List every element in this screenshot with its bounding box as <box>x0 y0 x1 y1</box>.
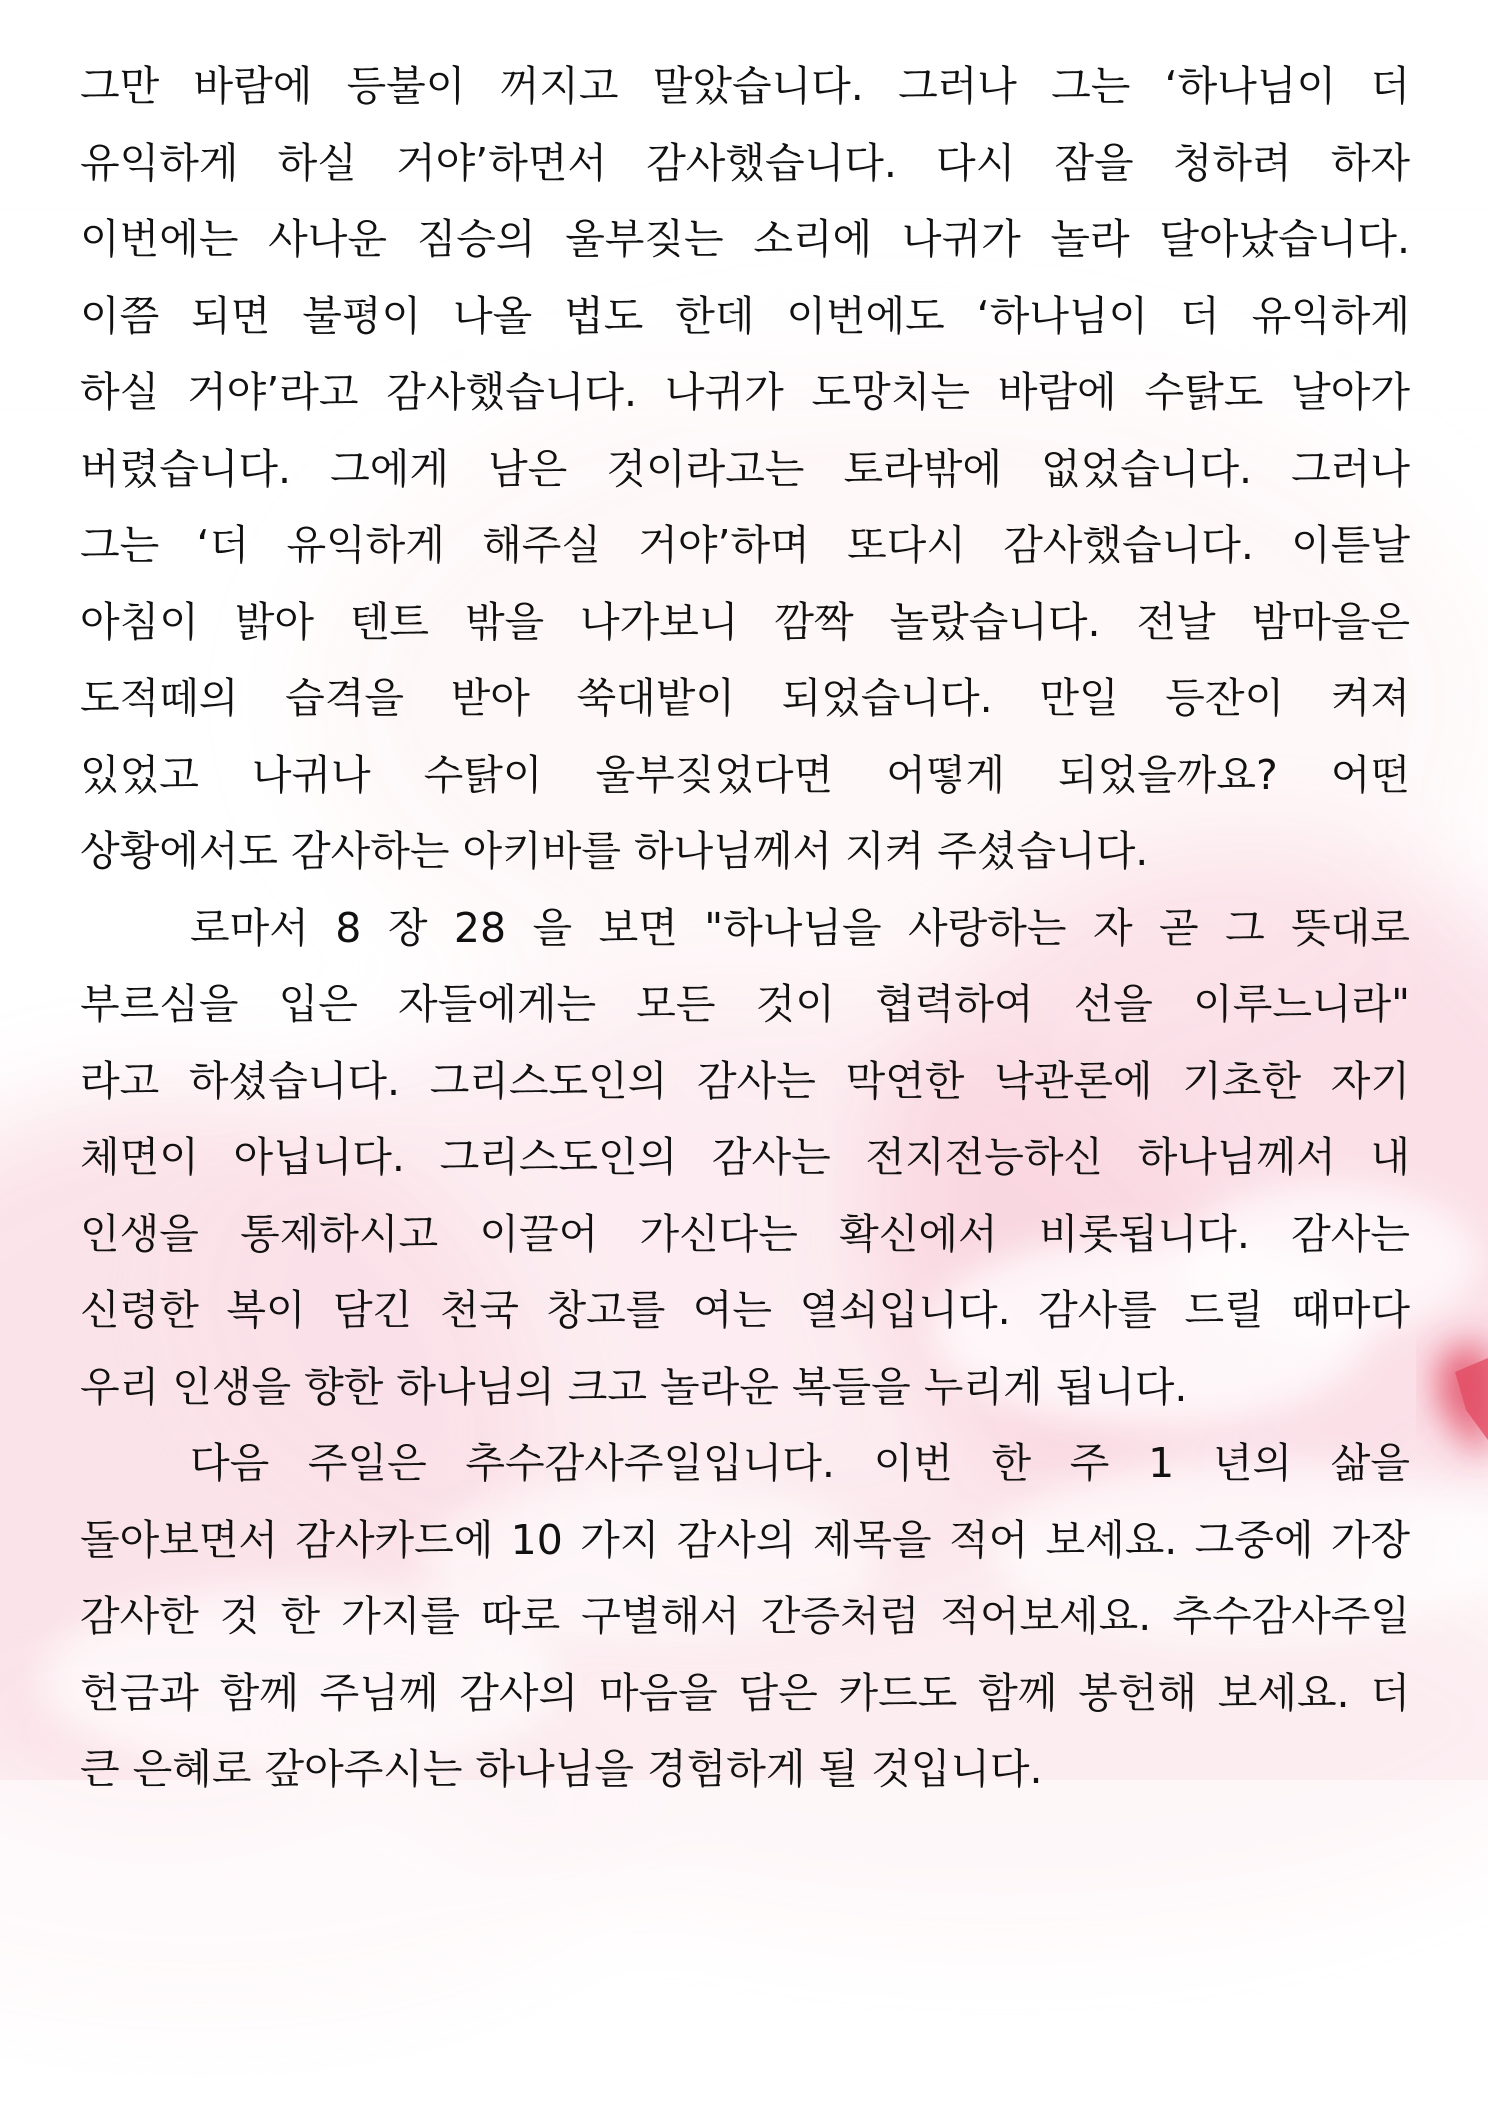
document-body <box>80 48 1410 1808</box>
text-line: 헌금과 함께 주님께 감사의 마음을 담은 카드도 함께 봉헌해 보세요. 더 <box>80 1668 1410 1717</box>
text-line: 이쯤 되면 불평이 나올 법도 한데 이번에도 ‘하나님이 더 유익하게 <box>80 291 1410 340</box>
text-line: 하실 거야’라고 감사했습니다. 나귀가 도망치는 바람에 수탉도 날아가 <box>80 368 1410 416</box>
text-line: 체면이 아닙니다. 그리스도인의 감사는 전지전능하신 하나님께서 내 <box>80 1133 1410 1181</box>
text-line: 부르심을 입은 자들에게는 모든 것이 협력하여 선을 이루느니라" <box>80 980 1410 1028</box>
text-line: 라고 하셨습니다. 그리스도인의 감사는 막연한 낙관론에 기초한 자기 <box>80 1056 1410 1105</box>
paragraph-3 <box>80 1425 1410 1808</box>
text-line: 도적떼의 습격을 받아 쑥대밭이 되었습니다. 만일 등잔이 켜져 <box>80 674 1410 722</box>
text-line: 감사한 것 한 가지를 따로 구별해서 간증처럼 적어보세요. 추수감사주일 <box>80 1592 1410 1640</box>
text-line: 로마서 8 장 28 을 보면 "하나님을 사랑하는 자 곧 그 뜻대로 <box>190 903 1410 952</box>
text-line: 큰 은혜로 갚아주시는 하나님을 경험하게 될 것입니다. <box>80 1745 1043 1793</box>
text-line: 다음 주일은 추수감사주일입니다. 이번 한 주 1 년의 삶을 <box>190 1439 1410 1487</box>
text-line: 유익하게 하실 거야’하면서 감사했습니다. 다시 잠을 청하려 하자 <box>80 138 1410 187</box>
text-line: 있었고 나귀나 수탉이 울부짖었다면 어떻게 되었을까요? 어떤 <box>80 750 1410 799</box>
text-line: 돌아보면서 감사카드에 10 가지 감사의 제목을 적어 보세요. 그중에 가장 <box>80 1515 1410 1564</box>
text-line: 그만 바람에 등불이 꺼지고 말았습니다. 그러나 그는 ‘하나님이 더 <box>80 62 1410 110</box>
text-line: 이번에는 사나운 짐승의 울부짖는 소리에 나귀가 놀라 달아났습니다. <box>80 215 1410 263</box>
paragraph-2 <box>80 890 1410 1426</box>
text-line: 신령한 복이 담긴 천국 창고를 여는 열쇠입니다. 감사를 드릴 때마다 <box>80 1286 1410 1334</box>
text-line: 버렸습니다. 그에게 남은 것이라고는 토라밖에 없었습니다. 그러나 <box>80 444 1410 493</box>
text-line: 그는 ‘더 유익하게 해주실 거야’하며 또다시 감사했습니다. 이튿날 <box>80 521 1410 569</box>
text-line: 우리 인생을 향한 하나님의 크고 놀라운 복들을 누리게 됩니다. <box>80 1362 1188 1411</box>
text-line: 인생을 통제하시고 이끌어 가신다는 확신에서 비롯됩니다. 감사는 <box>80 1209 1410 1258</box>
text-line: 상황에서도 감사하는 아키바를 하나님께서 지켜 주셨습니다. <box>80 827 1149 875</box>
paragraph-1 <box>80 48 1410 890</box>
text-line: 아침이 밝아 텐트 밖을 나가보니 깜짝 놀랐습니다. 전날 밤마을은 <box>80 597 1410 646</box>
